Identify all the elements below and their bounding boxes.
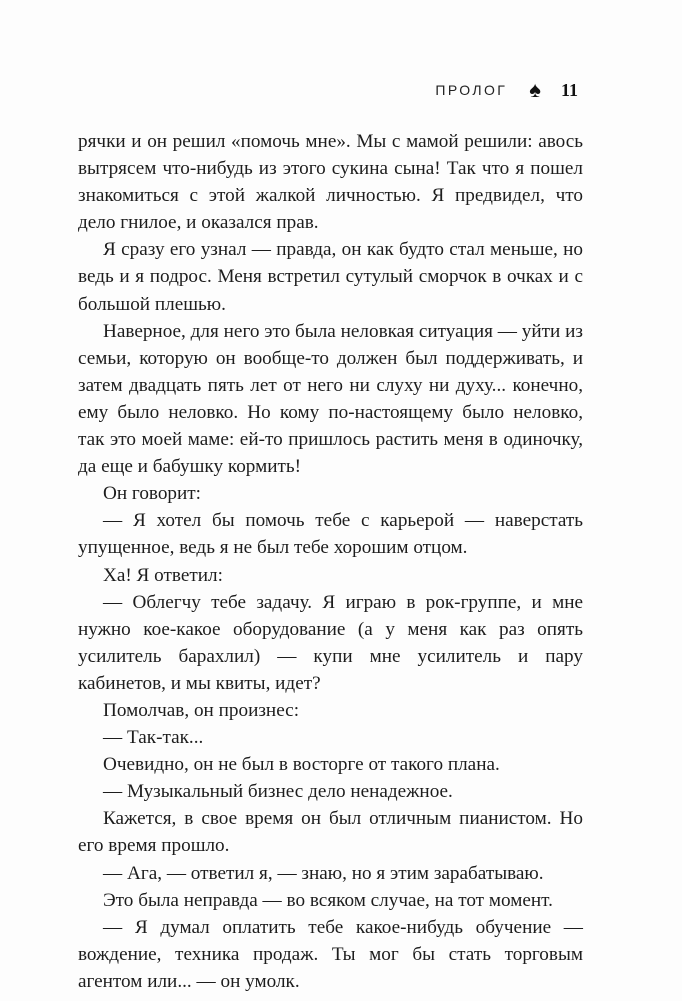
paragraph: — Я хотел бы помочь тебе с карьерой — наверстать упущенное, ведь я не был тебе хорошим отцом.	[78, 510, 583, 559]
paragraph: — Облегчу тебе задачу. Я играю в рок-группе, и мне нужно кое-какое оборудование (а у меня как раз опять усилитель барахлил) — купи мне усилитель и пару кабинетов, и мы квиты, идет?	[78, 591, 583, 694]
body-text	[78, 128, 583, 995]
paragraph: — Я думал оплатить тебе какое-нибудь обучение — вождение, техника продаж. Ты мог бы стать торговым агентом или... — он умолк.	[78, 916, 583, 992]
paragraph: Ха! Я ответил:	[103, 564, 223, 586]
paragraph: — Так-так...	[103, 727, 204, 749]
running-header	[435, 76, 578, 104]
paragraph: Кажется, в свое время он был отличным пианистом. Но его время прошло.	[78, 808, 583, 857]
paragraph: Это была неправда — во всяком случае, на тот момент.	[103, 889, 553, 911]
paragraph: Наверное, для него это была неловкая ситуация — уйти из семьи, которую он вообще-то должен был поддерживать, и затем двадцать пять лет от него ни слуху ни духу... конечно, ему было неловко. Но кому по-настоящему было неловко, так это моей маме: ей-то пришлось растить меня в одиночку, да еще и бабушку кормить!	[78, 320, 583, 478]
paragraph: — Музыкальный бизнес дело ненадежное.	[103, 781, 453, 803]
paragraph: — Ага, — ответил я, — знаю, но я этим зарабатываю.	[103, 862, 544, 884]
paragraph: рячки и он решил «помочь мне». Мы с мамой решили: авось вытрясем что-нибудь из этого сукина сына! Так что я пошел знакомиться с этой жалкой личностью. Я предвидел, что дело гнилое, и оказался прав.	[78, 131, 583, 234]
paragraph: Очевидно, он не был в восторге от такого плана.	[103, 754, 500, 776]
spade-icon: ♠	[529, 77, 541, 102]
page-number: 11	[560, 79, 578, 100]
chapter-title: ПРОЛОГ	[435, 82, 508, 98]
paragraph: Помолчав, он произнес:	[103, 699, 300, 721]
paragraph: Он говорит:	[103, 483, 202, 505]
paragraph: Я сразу его узнал — правда, он как будто стал меньше, но ведь и я подрос. Меня встретил сутулый сморчок в очках и с большой плешью.	[78, 239, 583, 315]
